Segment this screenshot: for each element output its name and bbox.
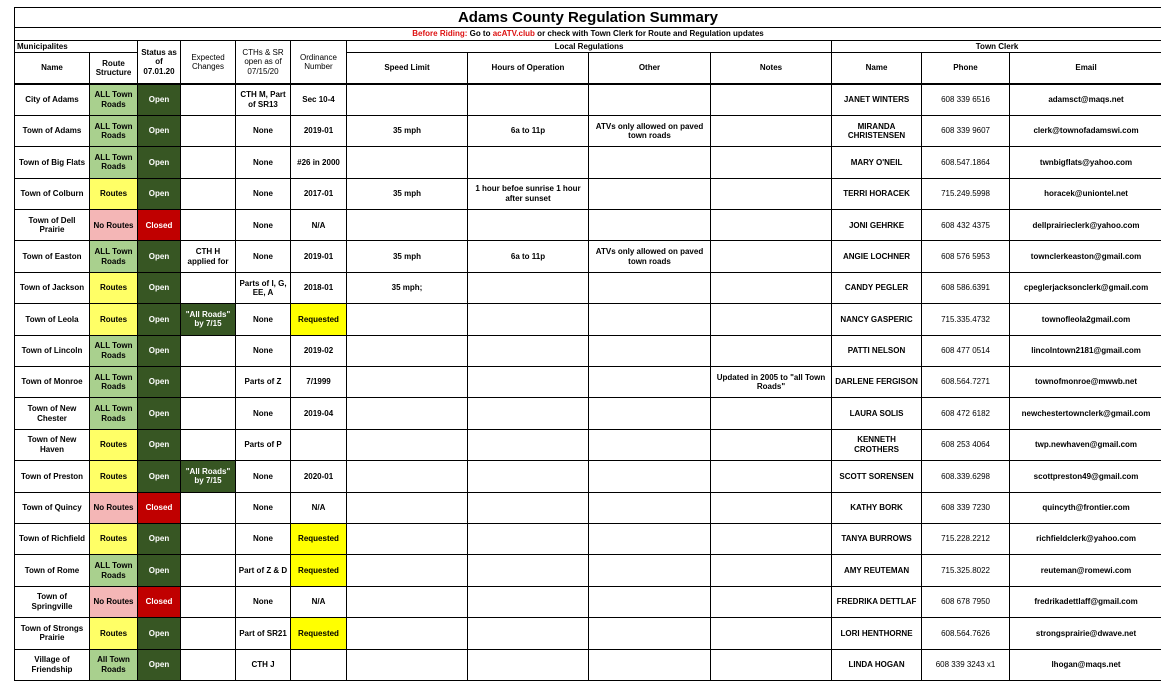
notes <box>711 492 832 523</box>
status-badge: Open <box>138 147 181 178</box>
other-regulations <box>589 84 711 115</box>
table-row <box>15 461 1161 492</box>
status-badge: Open <box>138 84 181 115</box>
table-row <box>15 398 1161 429</box>
subtitle <box>14 27 1161 40</box>
hours-of-operation <box>468 335 589 366</box>
municipality-name: Town of Big Flats <box>15 147 90 178</box>
expected-changes: CTH H applied for <box>181 241 236 272</box>
clerk-phone: 608 339 3243 x1 <box>922 649 1010 680</box>
cths-open: Parts of I, G, EE, A <box>236 272 291 303</box>
hours-of-operation <box>468 429 589 460</box>
ordinance-number: N/A <box>291 586 347 617</box>
route-structure: ALL Town Roads <box>90 555 138 586</box>
municipality-name: Town of Richfield <box>15 523 90 554</box>
table-row <box>15 304 1161 335</box>
clerk-phone: 715.325.8022 <box>922 555 1010 586</box>
hours-of-operation <box>468 523 589 554</box>
notes: Updated in 2005 to "all Town Roads" <box>711 367 832 398</box>
cths-open: None <box>236 210 291 241</box>
clerk-name: KATHY BORK <box>832 492 922 523</box>
clerk-phone: 608 339 9607 <box>922 115 1010 146</box>
status-badge: Closed <box>138 210 181 241</box>
expected-changes <box>181 84 236 115</box>
table-row <box>15 241 1161 272</box>
other-regulations: ATVs only allowed on paved town roads <box>589 241 711 272</box>
cths-open: None <box>236 492 291 523</box>
clerk-name: LORI HENTHORNE <box>832 618 922 649</box>
regulation-summary-sheet <box>14 7 1161 681</box>
route-structure: No Routes <box>90 210 138 241</box>
speed-limit <box>347 586 468 617</box>
clerk-email[interactable]: lhogan@maqs.net <box>1010 649 1161 680</box>
clerk-phone: 608 472 6182 <box>922 398 1010 429</box>
clerk-name: CANDY PEGLER <box>832 272 922 303</box>
municipality-name: Town of Preston <box>15 461 90 492</box>
notes <box>711 461 832 492</box>
clerk-email[interactable]: cpeglerjacksonclerk@gmail.com <box>1010 272 1161 303</box>
municipality-name: Town of Colburn <box>15 178 90 209</box>
status-badge: Open <box>138 115 181 146</box>
speed-limit <box>347 649 468 680</box>
cths-open: CTH J <box>236 649 291 680</box>
clerk-name: MIRANDA CHRISTENSEN <box>832 115 922 146</box>
clerk-phone: 608 339 7230 <box>922 492 1010 523</box>
route-structure: No Routes <box>90 586 138 617</box>
clerk-phone: 608.339.6298 <box>922 461 1010 492</box>
ordinance-header: Ordinance Number <box>291 41 347 85</box>
hours-of-operation <box>468 649 589 680</box>
clerk-name: TERRI HORACEK <box>832 178 922 209</box>
speed-limit <box>347 84 468 115</box>
speed-limit <box>347 335 468 366</box>
clerk-email[interactable]: clerk@townofadamswi.com <box>1010 115 1161 146</box>
hours-of-operation <box>468 304 589 335</box>
speed-limit <box>347 618 468 649</box>
status-badge: Open <box>138 367 181 398</box>
ordinance-number: Requested <box>291 555 347 586</box>
notes <box>711 555 832 586</box>
expected-changes <box>181 398 236 429</box>
other-regulations <box>589 210 711 241</box>
clerk-phone: 715.228.2212 <box>922 523 1010 554</box>
route-structure: ALL Town Roads <box>90 84 138 115</box>
cths-open: None <box>236 241 291 272</box>
speed-limit <box>347 555 468 586</box>
hours-of-operation: 1 hour befoe sunrise 1 hour after sunset <box>468 178 589 209</box>
cths-open: None <box>236 586 291 617</box>
route-structure: No Routes <box>90 492 138 523</box>
clerk-phone: 608 477 0514 <box>922 335 1010 366</box>
subtitle-rest: or check with Town Clerk for Route and Regulation updates <box>534 29 764 38</box>
hours-of-operation <box>468 492 589 523</box>
clerk-email[interactable]: lincolntown2181@gmail.com <box>1010 335 1161 366</box>
ordinance-number: #26 in 2000 <box>291 147 347 178</box>
table-row <box>15 492 1161 523</box>
notes <box>711 210 832 241</box>
email-header: Email <box>1010 53 1161 85</box>
clerk-phone: 608.564.7626 <box>922 618 1010 649</box>
table-body <box>15 84 1161 680</box>
clerk-email[interactable]: richfieldclerk@yahoo.com <box>1010 523 1161 554</box>
cths-open: None <box>236 147 291 178</box>
cths-open: None <box>236 115 291 146</box>
clerk-phone: 608 576 5953 <box>922 241 1010 272</box>
expected-changes <box>181 335 236 366</box>
expected-changes <box>181 523 236 554</box>
speed-limit <box>347 147 468 178</box>
hours-of-operation <box>468 555 589 586</box>
status-badge: Open <box>138 618 181 649</box>
clerk-name: LINDA HOGAN <box>832 649 922 680</box>
clerk-name: TANYA BURROWS <box>832 523 922 554</box>
clerk-name: MARY O'NEIL <box>832 147 922 178</box>
notes <box>711 272 832 303</box>
other-regulations <box>589 492 711 523</box>
speed-limit-header: Speed Limit <box>347 53 468 85</box>
clerk-email[interactable]: newchestertownclerk@gmail.com <box>1010 398 1161 429</box>
hours-of-operation <box>468 272 589 303</box>
table-row <box>15 523 1161 554</box>
notes <box>711 115 832 146</box>
route-structure: Routes <box>90 272 138 303</box>
cths-open: None <box>236 178 291 209</box>
other-regulations <box>589 618 711 649</box>
ordinance-number: Sec 10-4 <box>291 84 347 115</box>
clerk-email[interactable]: twnbigflats@yahoo.com <box>1010 147 1161 178</box>
expected-changes <box>181 429 236 460</box>
status-badge: Closed <box>138 492 181 523</box>
other-regulations <box>589 367 711 398</box>
clerk-email[interactable]: townofmonroe@mwwb.net <box>1010 367 1161 398</box>
route-structure: ALL Town Roads <box>90 367 138 398</box>
table-row <box>15 210 1161 241</box>
clerk-email[interactable]: adamsct@maqs.net <box>1010 84 1161 115</box>
notes <box>711 586 832 617</box>
notes <box>711 649 832 680</box>
ordinance-number: 2017-01 <box>291 178 347 209</box>
name-header: Name <box>15 53 90 85</box>
other-regulations <box>589 586 711 617</box>
notes <box>711 618 832 649</box>
route-structure: Routes <box>90 523 138 554</box>
route-structure-header: Route Structure <box>90 53 138 85</box>
expected-changes <box>181 586 236 617</box>
status-badge: Open <box>138 335 181 366</box>
ordinance-number: 2019-01 <box>291 241 347 272</box>
phone-header: Phone <box>922 53 1010 85</box>
hours-header: Hours of Operation <box>468 53 589 85</box>
table-row <box>15 367 1161 398</box>
clerk-email[interactable]: reuteman@romewi.com <box>1010 555 1161 586</box>
other-regulations <box>589 178 711 209</box>
other-regulations: ATVs only allowed on paved town roads <box>589 115 711 146</box>
ordinance-number: Requested <box>291 618 347 649</box>
hours-of-operation <box>468 210 589 241</box>
cths-open: None <box>236 461 291 492</box>
clerk-phone: 608.547.1864 <box>922 147 1010 178</box>
other-header: Other <box>589 53 711 85</box>
status-badge: Open <box>138 398 181 429</box>
table-row <box>15 272 1161 303</box>
clerk-name: LAURA SOLIS <box>832 398 922 429</box>
subtitle-goto: Go to <box>467 29 493 38</box>
ordinance-number: 2019-01 <box>291 115 347 146</box>
status-badge: Open <box>138 272 181 303</box>
cths-open: None <box>236 398 291 429</box>
before-riding-label: Before Riding: <box>412 29 468 38</box>
route-structure: Routes <box>90 429 138 460</box>
clerk-name: PATTI NELSON <box>832 335 922 366</box>
status-badge: Closed <box>138 586 181 617</box>
page-title: Adams County Regulation Summary <box>14 7 1161 27</box>
clerk-name-header: Name <box>832 53 922 85</box>
table-row <box>15 178 1161 209</box>
status-header: Status as of 07.01.20 <box>138 41 181 85</box>
table-row <box>15 429 1161 460</box>
hours-of-operation <box>468 586 589 617</box>
clerk-phone: 608 586.6391 <box>922 272 1010 303</box>
clerk-email[interactable]: fredrikadettlaff@gmail.com <box>1010 586 1161 617</box>
notes <box>711 178 832 209</box>
route-structure: Routes <box>90 461 138 492</box>
clerk-phone: 608 253 4064 <box>922 429 1010 460</box>
ordinance-number: 2019-02 <box>291 335 347 366</box>
cths-header: CTHs & SR open as of 07/15/20 <box>236 41 291 85</box>
municipality-name: Town of New Haven <box>15 429 90 460</box>
hours-of-operation: 6a to 11p <box>468 241 589 272</box>
cths-open: None <box>236 335 291 366</box>
cths-open: Parts of Z <box>236 367 291 398</box>
municipality-name: Town of New Chester <box>15 398 90 429</box>
municipality-name: Town of Rome <box>15 555 90 586</box>
other-regulations <box>589 272 711 303</box>
expected-changes <box>181 178 236 209</box>
notes <box>711 304 832 335</box>
route-structure: Routes <box>90 618 138 649</box>
table-row <box>15 84 1161 115</box>
table-row <box>15 147 1161 178</box>
ordinance-number <box>291 429 347 460</box>
hours-of-operation <box>468 84 589 115</box>
clerk-phone: 608 339 6516 <box>922 84 1010 115</box>
local-regulations-header: Local Regulations <box>347 41 832 53</box>
status-badge: Open <box>138 241 181 272</box>
expected-changes: "All Roads" by 7/15 <box>181 304 236 335</box>
other-regulations <box>589 461 711 492</box>
municipality-name: Town of Monroe <box>15 367 90 398</box>
expected-changes: "All Roads" by 7/15 <box>181 461 236 492</box>
expected-changes <box>181 367 236 398</box>
expected-changes <box>181 649 236 680</box>
municipality-name: Town of Lincoln <box>15 335 90 366</box>
clerk-phone: 608 432 4375 <box>922 210 1010 241</box>
expected-changes <box>181 210 236 241</box>
clerk-name: NANCY GASPERIC <box>832 304 922 335</box>
speed-limit <box>347 429 468 460</box>
municipality-name: Town of Jackson <box>15 272 90 303</box>
clerk-name: JANET WINTERS <box>832 84 922 115</box>
ordinance-number: Requested <box>291 304 347 335</box>
notes <box>711 429 832 460</box>
status-badge: Open <box>138 523 181 554</box>
clerk-phone: 608 678 7950 <box>922 586 1010 617</box>
ordinance-number: 7/1999 <box>291 367 347 398</box>
notes <box>711 398 832 429</box>
route-structure: Routes <box>90 178 138 209</box>
expected-changes-header: Expected Changes <box>181 41 236 85</box>
acatv-link[interactable]: acATV.club <box>492 29 535 38</box>
other-regulations <box>589 429 711 460</box>
ordinance-number <box>291 649 347 680</box>
speed-limit <box>347 398 468 429</box>
route-structure: All Town Roads <box>90 649 138 680</box>
speed-limit: 35 mph <box>347 115 468 146</box>
expected-changes <box>181 147 236 178</box>
speed-limit <box>347 367 468 398</box>
speed-limit <box>347 461 468 492</box>
clerk-phone: 715.335.4732 <box>922 304 1010 335</box>
expected-changes <box>181 492 236 523</box>
clerk-name: JONI GEHRKE <box>832 210 922 241</box>
municipalities-header: Municipalites <box>15 41 138 53</box>
clerk-name: ANGIE LOCHNER <box>832 241 922 272</box>
table-row <box>15 115 1161 146</box>
ordinance-number: 2019-04 <box>291 398 347 429</box>
clerk-name: DARLENE FERGISON <box>832 367 922 398</box>
table-row <box>15 555 1161 586</box>
route-structure: ALL Town Roads <box>90 335 138 366</box>
other-regulations <box>589 304 711 335</box>
hours-of-operation <box>468 367 589 398</box>
table-row <box>15 586 1161 617</box>
notes <box>711 147 832 178</box>
cths-open: Part of SR21 <box>236 618 291 649</box>
speed-limit <box>347 210 468 241</box>
municipality-name: Village of Friendship <box>15 649 90 680</box>
town-clerk-header: Town Clerk <box>832 41 1161 53</box>
notes-header: Notes <box>711 53 832 85</box>
cths-open: Parts of P <box>236 429 291 460</box>
ordinance-number: 2020-01 <box>291 461 347 492</box>
route-structure: ALL Town Roads <box>90 241 138 272</box>
table-row <box>15 335 1161 366</box>
regulation-table <box>14 40 1161 681</box>
status-badge: Open <box>138 649 181 680</box>
other-regulations <box>589 555 711 586</box>
route-structure: Routes <box>90 304 138 335</box>
clerk-email[interactable]: dellprairieclerk@yahoo.com <box>1010 210 1161 241</box>
speed-limit: 35 mph <box>347 178 468 209</box>
municipality-name: Town of Springville <box>15 586 90 617</box>
municipality-name: Town of Easton <box>15 241 90 272</box>
clerk-name: AMY REUTEMAN <box>832 555 922 586</box>
expected-changes <box>181 115 236 146</box>
clerk-email[interactable]: strongsprairie@dwave.net <box>1010 618 1161 649</box>
ordinance-number: Requested <box>291 523 347 554</box>
route-structure: ALL Town Roads <box>90 147 138 178</box>
municipality-name: Town of Dell Prairie <box>15 210 90 241</box>
speed-limit <box>347 492 468 523</box>
clerk-email[interactable]: horacek@uniontel.net <box>1010 178 1161 209</box>
hours-of-operation <box>468 147 589 178</box>
clerk-email[interactable]: scottpreston49@gmail.com <box>1010 461 1161 492</box>
hours-of-operation <box>468 618 589 649</box>
table-row <box>15 649 1161 680</box>
speed-limit <box>347 523 468 554</box>
municipality-name: Town of Adams <box>15 115 90 146</box>
hours-of-operation <box>468 398 589 429</box>
status-badge: Open <box>138 555 181 586</box>
clerk-name: FREDRIKA DETTLAF <box>832 586 922 617</box>
other-regulations <box>589 523 711 554</box>
hours-of-operation: 6a to 11p <box>468 115 589 146</box>
clerk-email[interactable]: twp.newhaven@gmail.com <box>1010 429 1161 460</box>
expected-changes <box>181 618 236 649</box>
expected-changes <box>181 555 236 586</box>
clerk-name: SCOTT SORENSEN <box>832 461 922 492</box>
table-row <box>15 618 1161 649</box>
notes <box>711 523 832 554</box>
cths-open: None <box>236 523 291 554</box>
cths-open: CTH M, Part of SR13 <box>236 84 291 115</box>
other-regulations <box>589 147 711 178</box>
clerk-email[interactable]: townofleola2gmail.com <box>1010 304 1161 335</box>
status-badge: Open <box>138 304 181 335</box>
speed-limit: 35 mph <box>347 241 468 272</box>
cths-open: Part of Z & D <box>236 555 291 586</box>
status-badge: Open <box>138 429 181 460</box>
other-regulations <box>589 398 711 429</box>
other-regulations <box>589 649 711 680</box>
municipality-name: City of Adams <box>15 84 90 115</box>
ordinance-number: N/A <box>291 210 347 241</box>
other-regulations <box>589 335 711 366</box>
ordinance-number: N/A <box>291 492 347 523</box>
hours-of-operation <box>468 461 589 492</box>
cths-open: None <box>236 304 291 335</box>
speed-limit <box>347 304 468 335</box>
expected-changes <box>181 272 236 303</box>
municipality-name: Town of Strongs Prairie <box>15 618 90 649</box>
route-structure: ALL Town Roads <box>90 398 138 429</box>
notes <box>711 84 832 115</box>
clerk-phone: 608.564.7271 <box>922 367 1010 398</box>
speed-limit: 35 mph; <box>347 272 468 303</box>
status-badge: Open <box>138 461 181 492</box>
clerk-email[interactable]: quincyth@frontier.com <box>1010 492 1161 523</box>
clerk-name: KENNETH CROTHERS <box>832 429 922 460</box>
notes <box>711 241 832 272</box>
route-structure: ALL Town Roads <box>90 115 138 146</box>
municipality-name: Town of Leola <box>15 304 90 335</box>
ordinance-number: 2018-01 <box>291 272 347 303</box>
status-badge: Open <box>138 178 181 209</box>
municipality-name: Town of Quincy <box>15 492 90 523</box>
clerk-phone: 715.249.5998 <box>922 178 1010 209</box>
notes <box>711 335 832 366</box>
clerk-email[interactable]: townclerkeaston@gmail.com <box>1010 241 1161 272</box>
